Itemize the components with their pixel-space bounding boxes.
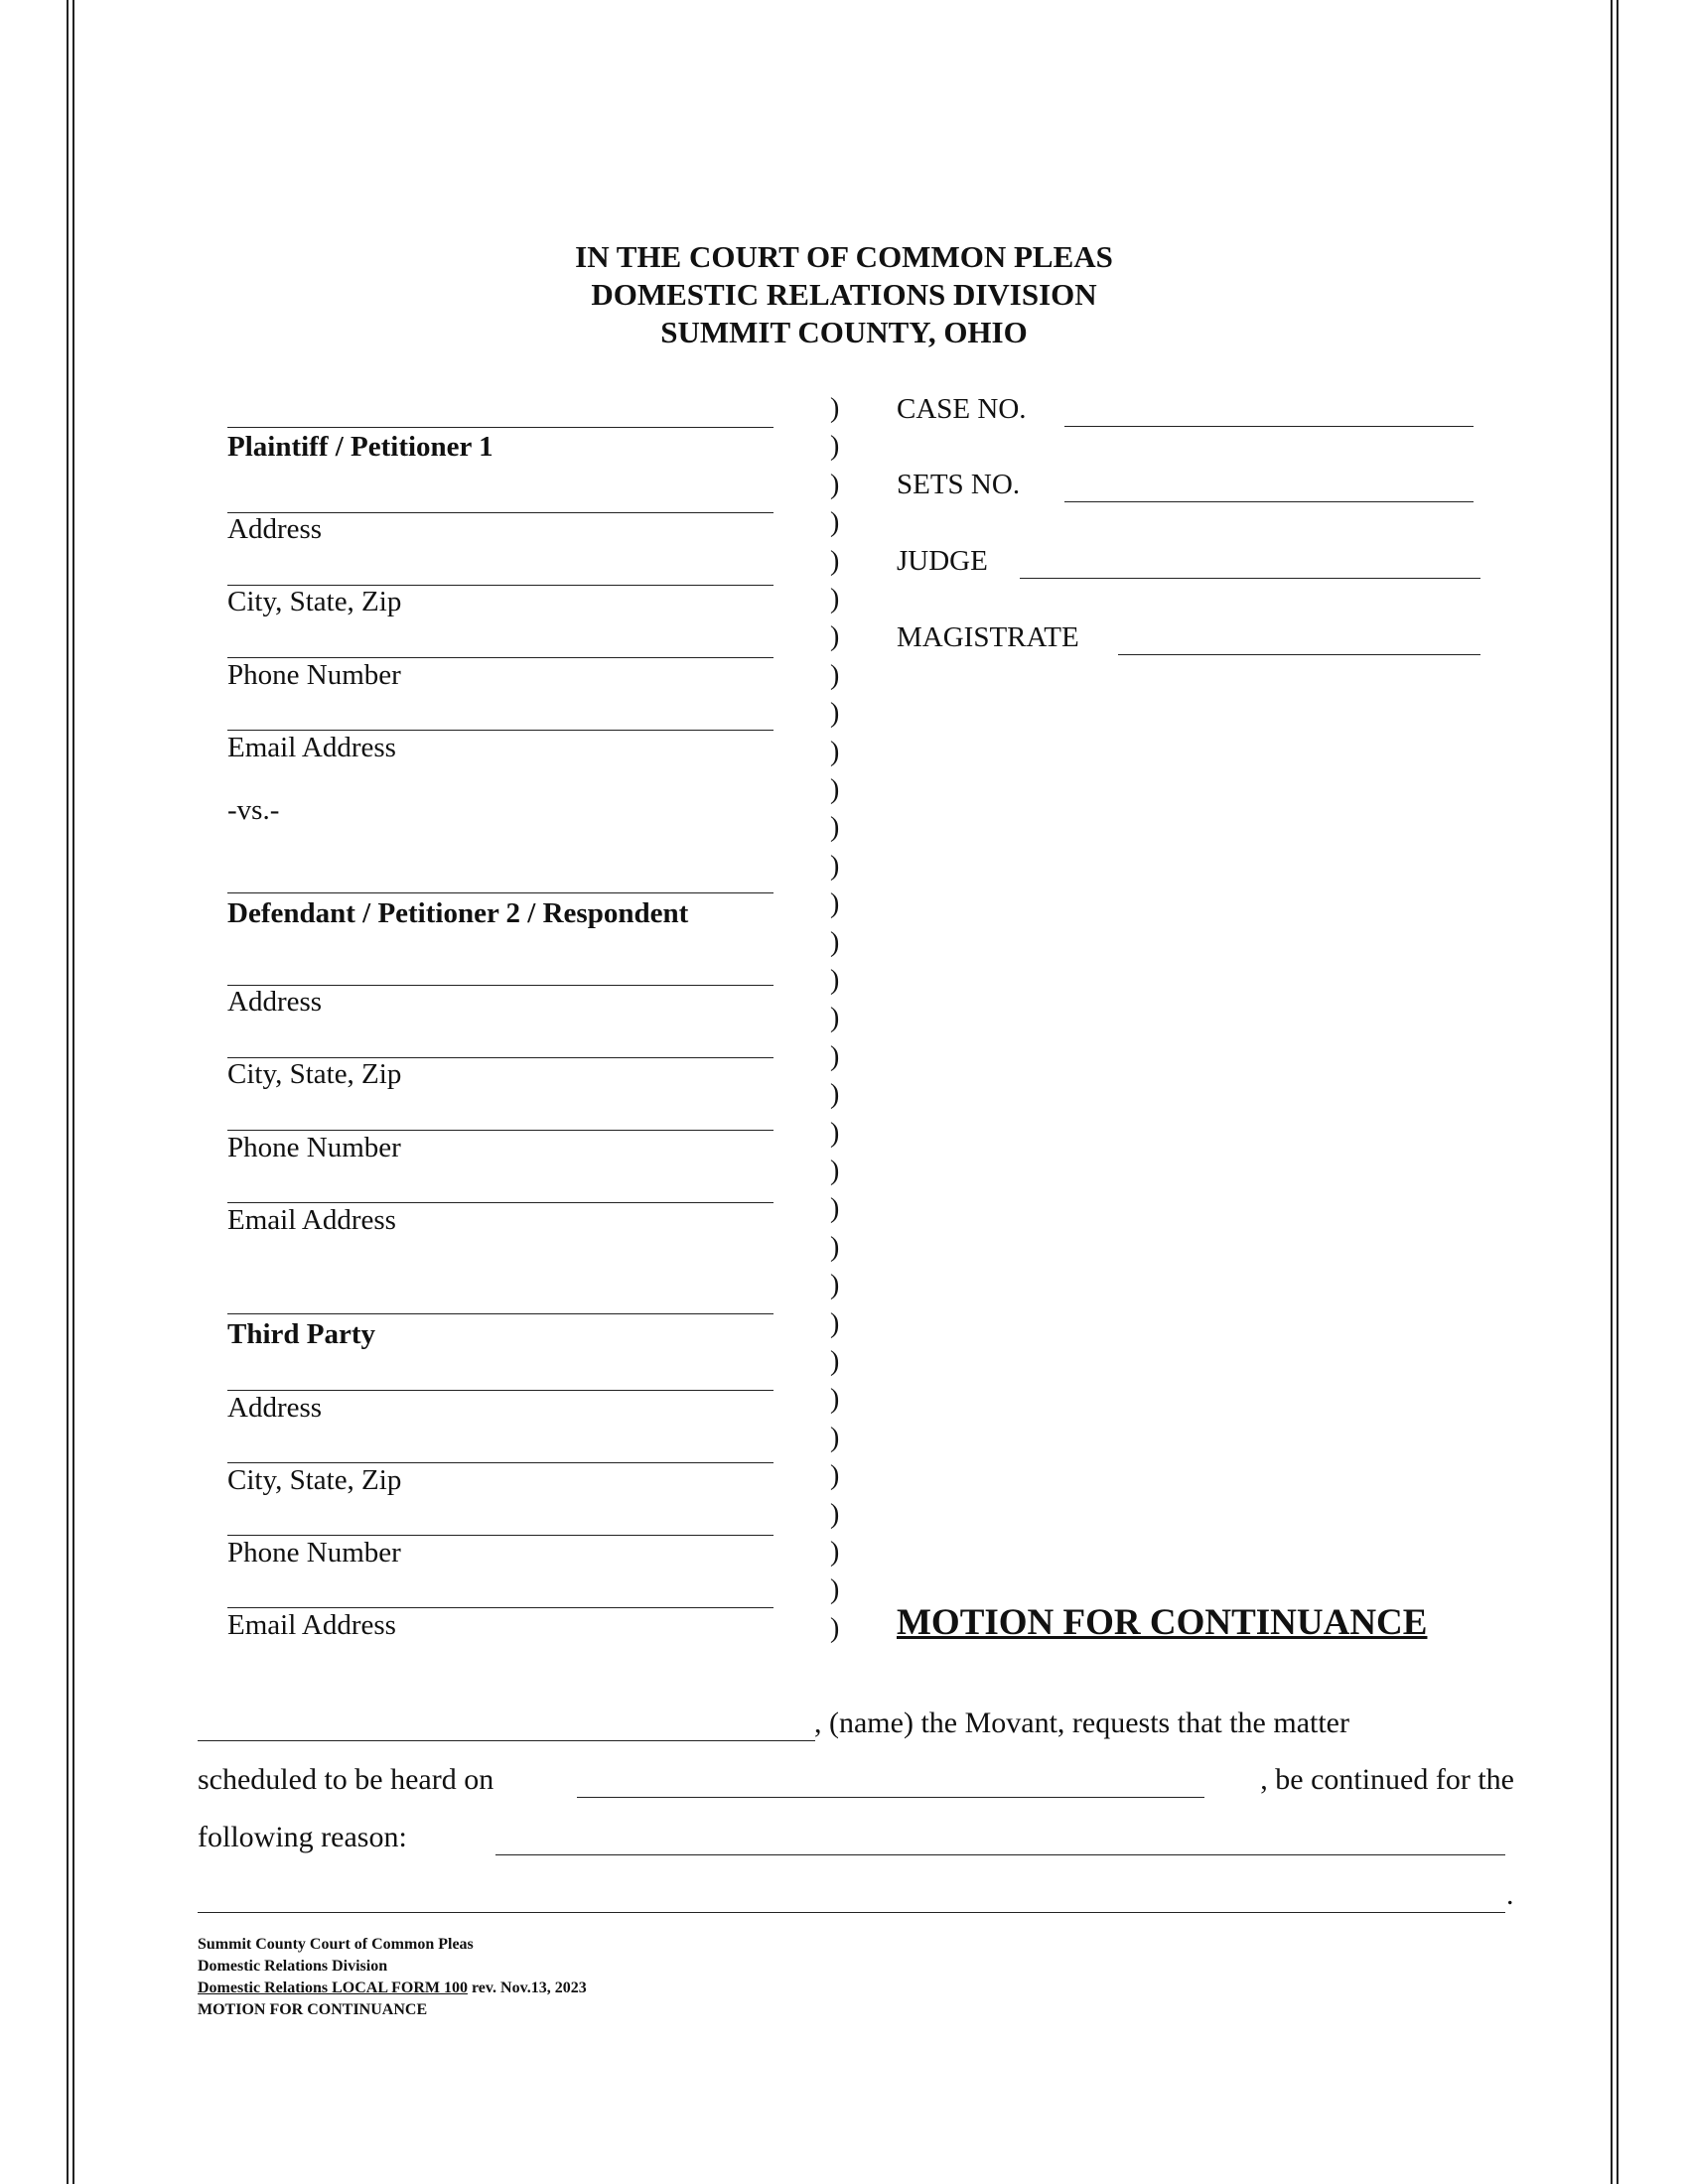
caption-parenthesis: )	[830, 1422, 840, 1453]
footer-form-title: MOTION FOR CONTINUANCE	[198, 2001, 428, 2018]
reason-field-line-1[interactable]	[495, 1854, 1505, 1855]
plaintiff-email-label: Email Address	[227, 732, 396, 763]
footer-court-name: Summit County Court of Common Pleas	[198, 1936, 474, 1953]
sets-no-field[interactable]	[1064, 501, 1474, 502]
court-header-line-1: IN THE COURT OF COMMON PLEAS	[575, 239, 1113, 274]
judge-field[interactable]	[1020, 578, 1480, 579]
caption-parenthesis: )	[830, 1346, 840, 1377]
caption-parenthesis: )	[830, 1193, 840, 1225]
caption-parenthesis: )	[830, 1384, 840, 1416]
third-party-address-field[interactable]	[227, 1390, 774, 1391]
plaintiff-phone-label: Phone Number	[227, 659, 401, 691]
caption-parenthesis: )	[830, 1307, 840, 1339]
footer-form-link[interactable]: Domestic Relations LOCAL FORM 100	[198, 1979, 468, 1996]
judge-label: JUDGE	[897, 545, 988, 577]
caption-parenthesis: )	[830, 1498, 840, 1530]
case-no-label: CASE NO.	[897, 393, 1027, 425]
third-party-address-label: Address	[227, 1392, 323, 1424]
caption-parenthesis: )	[830, 507, 840, 539]
plaintiff-phone-field[interactable]	[227, 657, 774, 658]
third-party-email-field[interactable]	[227, 1607, 774, 1608]
defendant-phone-label: Phone Number	[227, 1132, 401, 1163]
defendant-email-field[interactable]	[227, 1202, 774, 1203]
form-footer	[198, 1934, 587, 2021]
plaintiff-name-field[interactable]	[227, 427, 774, 428]
defendant-name-field[interactable]	[227, 892, 774, 893]
caption-parenthesis: )	[830, 545, 840, 577]
caption-parenthesis: )	[830, 1270, 840, 1301]
defendant-address-label: Address	[227, 986, 323, 1018]
sets-no-label: SETS NO.	[897, 469, 1021, 500]
plaintiff-address-label: Address	[227, 513, 323, 545]
magistrate-label: MAGISTRATE	[897, 621, 1079, 653]
footer-division: Domestic Relations Division	[198, 1958, 388, 1975]
scheduled-text: scheduled to be heard on	[198, 1763, 494, 1796]
caption-parenthesis: )	[830, 1537, 840, 1568]
court-header-line-2: DOMESTIC RELATIONS DIVISION	[591, 277, 1097, 312]
reason-field-line-2[interactable]	[198, 1912, 1505, 1913]
caption-parenthesis: )	[830, 965, 840, 996]
third-party-city-label: City, State, Zip	[227, 1464, 402, 1496]
third-party-phone-field[interactable]	[227, 1535, 774, 1536]
caption-parenthesis: )	[830, 659, 840, 691]
footer-form-line	[198, 1978, 587, 1999]
hearing-date-field[interactable]	[577, 1797, 1204, 1798]
caption-parenthesis: )	[830, 393, 840, 424]
caption-parenthesis: )	[830, 774, 840, 805]
caption-parenthesis: )	[830, 431, 840, 463]
footer-revision: rev. Nov.13, 2023	[467, 1979, 587, 1996]
caption-parenthesis: )	[830, 1156, 840, 1186]
versus-label: -vs.-	[227, 794, 280, 826]
caption-parenthesis: )	[830, 1117, 840, 1149]
defendant-email-label: Email Address	[227, 1204, 396, 1236]
defendant-phone-field[interactable]	[227, 1130, 774, 1131]
third-party-email-label: Email Address	[227, 1609, 396, 1641]
caption-parenthesis: )	[830, 888, 840, 920]
caption-parenthesis: )	[830, 1460, 840, 1492]
caption-parenthesis: )	[830, 926, 840, 958]
plaintiff-email-field[interactable]	[227, 730, 774, 731]
plaintiff-label: Plaintiff / Petitioner 1	[227, 431, 493, 463]
reason-text: following reason:	[198, 1821, 407, 1853]
caption-parenthesis: )	[830, 1003, 840, 1034]
caption-parenthesis: )	[830, 1574, 840, 1606]
plaintiff-city-label: City, State, Zip	[227, 586, 402, 617]
caption-parenthesis: )	[830, 1231, 840, 1263]
caption-parenthesis: )	[830, 1612, 840, 1644]
caption-parenthesis: )	[830, 1040, 840, 1072]
reason-end-period: .	[1506, 1878, 1514, 1911]
caption-parenthesis: )	[830, 812, 840, 844]
court-header-line-3: SUMMIT COUNTY, OHIO	[660, 315, 1028, 349]
caption-parenthesis: )	[830, 469, 840, 500]
continued-text: , be continued for the	[1260, 1763, 1514, 1796]
caption-parenthesis: )	[830, 736, 840, 767]
third-party-city-field[interactable]	[227, 1462, 774, 1463]
third-party-label: Third Party	[227, 1318, 376, 1350]
caption-parenthesis: )	[830, 850, 840, 882]
caption-parenthesis: )	[830, 698, 840, 730]
magistrate-field[interactable]	[1118, 654, 1480, 655]
defendant-city-label: City, State, Zip	[227, 1058, 402, 1090]
motion-title: MOTION FOR CONTINUANCE	[897, 1602, 1428, 1643]
defendant-label: Defendant / Petitioner 2 / Respondent	[227, 897, 689, 929]
third-party-phone-label: Phone Number	[227, 1537, 401, 1569]
case-no-field[interactable]	[1064, 426, 1474, 427]
movant-name-field[interactable]	[198, 1740, 815, 1741]
court-header	[0, 238, 1688, 351]
movant-request-text: , (name) the Movant, requests that the matter	[814, 1706, 1349, 1739]
third-party-name-field[interactable]	[227, 1313, 774, 1314]
caption-parenthesis: )	[830, 621, 840, 653]
caption-parenthesis: )	[830, 584, 840, 614]
caption-parenthesis: )	[830, 1079, 840, 1111]
